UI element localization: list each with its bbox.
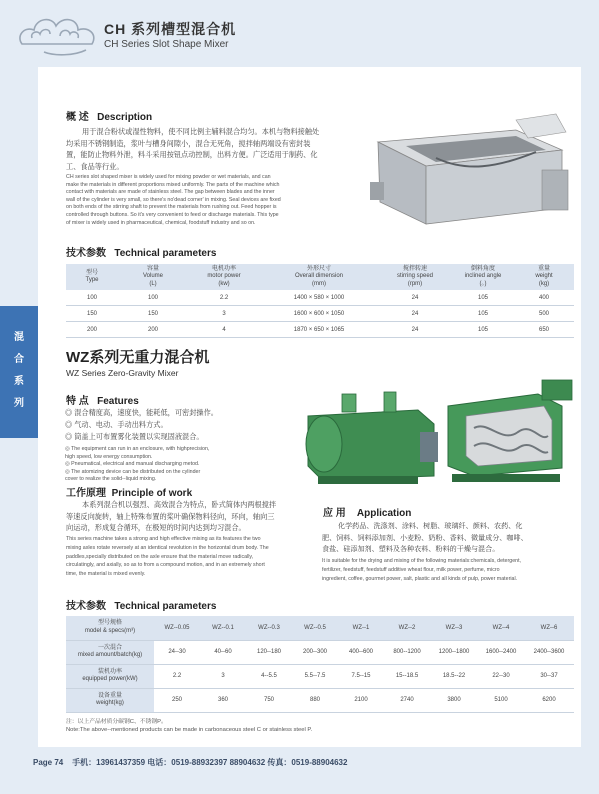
col-header-inclined-angle: 倒料角度 inclined angle (。) [452,264,514,290]
overview-line: 工、食品等行业。 [66,161,124,171]
material-note-cn: 注：以上产品材质分碳钢C、不锈钢P。 [66,719,167,725]
material-note-en: Note:The above--mentioned products can be made in carbonaceous steel C or stainless steel P. [66,727,313,733]
table-cell: WZ--4 [478,616,524,640]
col-header-volume: 容量 Volume (L) [118,264,188,290]
table-cell: 2.2 [154,664,200,688]
principle-line-en: This series machine takes a strong and high effective mixing as its features the two [66,536,261,542]
principle-line: 本系列混合机以强烈、高效混合为特点，卧式简体内两根搅拌 [82,500,277,509]
table-cell: WZ--0.05 [154,616,200,640]
table-cell: WZ--0.5 [292,616,338,640]
principle-line-en: mixing axles rotate reversely at an identical revolution in the horizontal drum body. The [66,544,269,551]
overview-line-en: CH series slot shaped mixer is widely used for mixing powder or wet materials, and can [66,174,271,180]
application-heading-en: Application [356,508,412,519]
features-heading-en: Features [97,396,139,407]
application-heading [323,504,411,519]
table-cell: 800--1200 [384,640,430,664]
table-cell: 120--180 [246,640,292,664]
wz-title: WZ系列无重力混合机 [66,349,210,366]
table-cell: 5.5--7.5 [292,664,338,688]
table-cell: 3 [200,664,246,688]
wz-mixer-photo [288,376,578,496]
overview-line-en: contact with materials are made of stainless steel. The gap between blades and the inner [66,189,275,196]
application-line: 化学药品、洗涤剂、涂料、树脂、玻璃纤、颜料、农药、化 [338,522,523,530]
page-title: CH 系列槽型混合机 [104,21,237,37]
table-row [66,664,574,688]
table-cell: 3 [188,306,260,322]
table-cell: 40--60 [200,640,246,664]
table-cell: 24--30 [154,640,200,664]
side-tab-char: 系 [14,376,24,387]
table-row [66,290,574,306]
feature-item: ◎ 筒盖上可布置雾化装置以实现固液混合。 [65,432,204,441]
wz-subtitle: WZ Series Zero-Gravity Mixer [66,368,179,378]
table-cell: 200 [118,322,188,338]
table-cell: 2.2 [188,290,260,306]
table-cell: 24 [378,322,452,338]
wz-params-heading-cn: 技术参数 [66,601,106,612]
application-line-en: It is suitable for the drying and mixing of the following materials:chemicals, detergent, [322,558,522,564]
table-cell: 18.5--22 [430,664,478,688]
table-cell: 24 [378,306,452,322]
application-line: 食盐、硅添加剂、塑料及各种农料、粉料的干燥与混合。 [322,545,500,553]
table-cell: 6200 [524,688,574,712]
table-row [66,306,574,322]
principle-line-en: time, the material is mixed evenly. [66,571,146,578]
principle-heading-en: Principle of work [111,488,193,499]
table-cell: 105 [452,322,514,338]
application-line: 肥、饲料、饲料添加剂、小麦粉、奶粉、香料、微量成分、咖啡、 [322,533,528,542]
table-row [66,322,574,338]
table-cell: WZ--1 [338,616,384,640]
table-cell: WZ--0.3 [246,616,292,640]
side-tab-char: 混 [14,332,24,343]
table-cell: 5100 [478,688,524,712]
wz-params-heading [66,597,216,612]
table-cell: 30--37 [524,664,574,688]
table-cell: 200 [66,322,118,338]
table-cell: 2740 [384,688,430,712]
col-header-motor-power: 电机功率 motor power (kw) [188,264,260,290]
overview-line: 用于混合粉状或湿性物料，使不同比例主辅料混合均匀。本机与物料接触处 [82,127,320,136]
application-line-en: fertilizer, feedstuff, feedstuff additive wheat flour, milk power, perfume, micro [322,566,500,573]
feature-item: ◎ 混合精度高，速度快，能耗低，可密封操作。 [65,408,218,417]
features-heading-cn: 特 点 [66,396,89,407]
application-line-en: ingredient, coffee, gourmet power, salt, plastic and all kinds of pulp, power material. [322,575,518,582]
table-cell: 250 [154,688,200,712]
principle-heading-cn: 工作原理 [66,488,106,499]
overview-line-en: on both ends of the stirring shaft to prevent the materials from rushing out. Feed hopper is [66,204,277,211]
cloud-logo [14,6,110,62]
table-cell: 3800 [430,688,478,712]
col-header-stirring-speed: 搅拌转速 stirring speed (rpm) [378,264,452,290]
table-row [66,688,574,712]
principle-line: 向运动，形成复合循环，在极短的时间内达到均习混合。 [66,523,246,532]
table-cell: 200--300 [292,640,338,664]
col-header-weight: 重量 weight (kg) [514,264,574,290]
table-header-row [66,264,574,290]
table-cell: WZ--0.1 [200,616,246,640]
table-cell: WZ--6 [524,616,574,640]
table-cell: 1600--2400 [478,640,524,664]
page-number: Page 74 [33,758,64,767]
table-cell: 400--600 [338,640,384,664]
col-header-dimension: 外形尺寸 Overall dimension (mm) [260,264,378,290]
overview-heading-en: Description [97,112,153,123]
side-tab-char: 合 [14,354,24,365]
table-cell: 360 [200,688,246,712]
table-cell: 7.5--15 [338,664,384,688]
principle-line-en: circulatingly, and axially, so as to from a compound motion, and in an extremely short [66,562,265,569]
feature-line-en: cover to realize the solid--liquid mixing. [65,476,157,483]
principle-text-cn [66,499,326,534]
table-cell: 150 [118,306,188,322]
table-cell: 1400 × 580 × 1000 [260,290,378,306]
overview-line-en: wall of the cylinder is very small, so there's no'dead corner' in mixing. Seal devices are fixed [66,196,281,203]
feature-item: ◎ 气动、电动、手动出料方式。 [65,420,168,429]
page-footer [33,757,347,768]
feature-line-en: ◎ Pneumatical, electrical and manual discharging metod. [65,461,200,468]
principle-heading [66,484,192,499]
col-header-type: 型号 Type [66,264,118,290]
table-cell: 24 [378,290,452,306]
row-label: 装机功率 equipped power(kW) [66,664,154,688]
overview-heading [66,108,152,123]
table-cell: 500 [514,306,574,322]
application-text-cn [322,521,576,556]
features-heading [66,392,139,407]
table-cell: 750 [246,688,292,712]
table-cell: 150 [66,306,118,322]
overview-line: 均采用不锈钢制造，浆叶与槽身间隙小，混合无死角，搅拌轴两端设有密封装 [66,138,311,148]
table-cell: 2400--3600 [524,640,574,664]
row-label: 型号规格 model & specs(m³) [66,616,154,640]
section-side-tab [0,306,38,438]
table-cell: 100 [66,290,118,306]
table-cell: 400 [514,290,574,306]
table-cell: 100 [118,290,188,306]
table-cell: 15--18.5 [384,664,430,688]
ch-mixer-photo [366,112,576,242]
wz-params-table [66,616,574,713]
overview-line: 置，能防止物料外泄，料斗采用按钮点动控制，出料方便。广泛适用于制药、化 [66,150,318,159]
application-text-en [322,557,576,583]
ch-params-table [66,264,574,338]
ch-params-heading-en: Technical parameters [114,248,217,259]
ch-params-heading [66,244,216,259]
table-cell: 2100 [338,688,384,712]
feature-line-en: ◎ The equipment can run in an enclosure, with highprecision, [65,446,210,452]
contact-info: 手机：13961437359 电话：0519-88932397 88904632 传真：0519-88904632 [72,758,348,767]
page-subtitle: CH Series Slot Shape Mixer [104,39,229,50]
table-cell: WZ--2 [384,616,430,640]
principle-text-en [66,535,326,579]
feature-line-en: ◎ The atomizing device can be distributed on the cylinder [65,468,201,475]
principle-line-en: paddles,specially distributed on the axle ensure that the material move radically, [66,553,254,560]
wz-params-heading-en: Technical parameters [114,601,217,612]
table-cell: 1600 × 600 × 1050 [260,306,378,322]
table-cell: 22--30 [478,664,524,688]
overview-line-en: controlled through buttons. So it's very convenient to feed or discharge materials. This type [66,211,279,218]
table-cell: 650 [514,322,574,338]
ch-params-heading-cn: 技术参数 [66,248,106,259]
overview-line-en: of mixer is widely used in pharmaceutical, chemical, foodstuff industry and so on. [66,219,256,226]
overview-text-en [66,174,366,227]
table-cell: 1870 × 650 × 1065 [260,322,378,338]
principle-line: 等速反向旋转，轴上特殊布置的桨叶确保物料径向，环向，轴向三 [66,511,275,521]
features-text-en [65,446,295,484]
table-row [66,616,574,640]
overview-heading-cn: 概 述 [66,112,89,123]
row-label: 一次混合 mixed amount/batch(kg) [66,640,154,664]
table-cell: 880 [292,688,338,712]
table-cell: 1200--1800 [430,640,478,664]
side-tab-char: 列 [14,398,24,409]
table-cell: WZ--3 [430,616,478,640]
table-cell: 105 [452,306,514,322]
table-cell: 105 [452,290,514,306]
application-heading-cn: 应 用 [323,508,346,519]
table-row [66,640,574,664]
overview-line-en: make the materials in different proportions mixed uniformly. The parts of the machine which [66,181,280,188]
table-cell: 4 [188,322,260,338]
overview-text-cn [66,126,366,172]
table-cell: 4--5.5 [246,664,292,688]
row-label: 设备重量 weight(kg) [66,688,154,712]
feature-line-en: high speed, low energy consumption. [65,453,153,460]
